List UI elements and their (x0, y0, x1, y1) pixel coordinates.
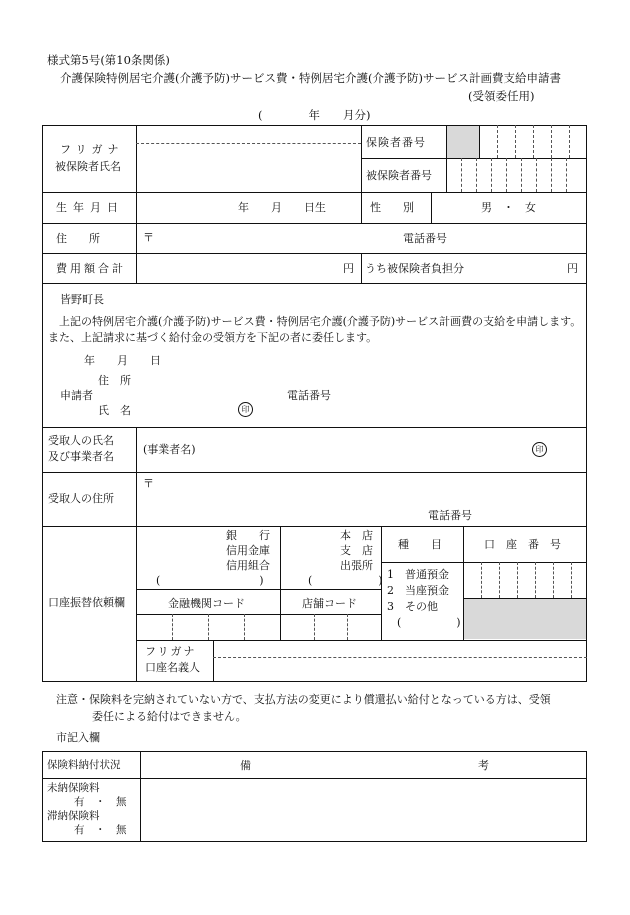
branch-type-option[interactable]: 支 店 (340, 544, 373, 557)
row-divider (42, 253, 587, 254)
row-divider (280, 589, 381, 590)
digit-divider (172, 614, 173, 640)
account-shaded-cell (464, 599, 586, 639)
seal-icon: 印 (238, 402, 253, 417)
form-title: 介護保険特例居宅介護(介護予防)サービス費・特例居宅介護(介護予防)サービス計画費支給申請書 (60, 71, 561, 85)
delinquent-premium-label: 滞納保険料 (47, 810, 100, 822)
column-divider (136, 427, 137, 682)
remarks-label: 考 (478, 759, 489, 772)
row-divider (42, 526, 587, 527)
cost-total-label: 費用額合計 (56, 262, 126, 275)
insured-number-input[interactable] (447, 159, 586, 191)
insured-number-label: 被保険者番号 (366, 169, 432, 182)
notice-text: 注意・保険料を完納されていない方で、支払方法の変更により償還払い給付となっている方は、受領 (56, 693, 551, 706)
payment-status-label: 保険料納付状況 (47, 759, 121, 771)
insurer-number-shaded-cell (447, 126, 479, 158)
sex-label: 性 別 (370, 201, 414, 214)
recipient-name-input[interactable] (205, 432, 525, 466)
digit-divider (314, 614, 315, 640)
application-statement: 上記の特例居宅介護(介護予防)サービス費・特例居宅介護(介護予防)サービス計画費の支給を申請します。また、上記請求に基づく給付金の受領方を下記の者に委任します。 (48, 315, 582, 344)
cost-total-input[interactable] (138, 256, 338, 280)
yen-unit: 円 (567, 262, 578, 275)
remarks-input[interactable] (142, 780, 585, 840)
holder-furigana-label: フリガナ (145, 645, 197, 658)
row-divider (42, 778, 587, 779)
business-name-label: (事業者名) (143, 443, 196, 456)
bank-type-option[interactable]: 銀 行 (226, 529, 270, 542)
applicant-phone-label: 電話番号 (287, 389, 331, 402)
digit-divider (244, 614, 245, 640)
applicant-label: 申請者 (60, 389, 93, 402)
holder-furigana-input[interactable] (215, 642, 585, 656)
birth-date-label: 生年月日 (56, 201, 124, 214)
application-date-field[interactable]: 年 月 日 (84, 354, 161, 367)
row-divider (42, 192, 587, 193)
account-kind-option[interactable]: 1 普通預金 (387, 568, 449, 581)
birth-date-field[interactable]: 年 月 日生 (238, 201, 326, 214)
account-kind-other-input[interactable]: ( ) (397, 616, 461, 629)
period-field[interactable]: ( 年 月分) (258, 108, 371, 122)
insured-burden-input[interactable] (480, 256, 565, 280)
unpaid-premium-label: 未納保険料 (47, 782, 100, 794)
unpaid-yes-no[interactable]: 有 ・ 無 (74, 796, 127, 808)
account-kind-label: 種 目 (398, 538, 442, 551)
row-divider (42, 283, 587, 284)
column-divider (361, 253, 362, 283)
address-input[interactable] (156, 226, 396, 250)
furigana-divider (136, 143, 361, 144)
branch-type-option[interactable]: 本 店 (340, 529, 373, 542)
applicant-name-input[interactable] (140, 401, 232, 417)
delinquent-yes-no[interactable]: 有 ・ 無 (74, 824, 127, 836)
row-divider (42, 472, 587, 473)
row-divider (136, 589, 281, 590)
branch-type-option[interactable]: 出張所 (340, 559, 373, 572)
applicant-name-label: 氏 名 (98, 404, 131, 417)
recipient-name-label-2: 及び事業者名 (48, 450, 114, 463)
account-holder-label: 口座名義人 (145, 661, 200, 674)
account-number-input[interactable] (464, 563, 586, 597)
bank-type-option[interactable]: 信用金庫 (226, 544, 270, 557)
insurer-number-input[interactable] (480, 126, 586, 157)
insurer-number-label: 保険者番号 (366, 136, 426, 149)
recipient-name-label: 受取人の氏名 (48, 434, 114, 447)
institution-code-label: 金融機関コード (168, 597, 245, 610)
insured-burden-label: うち被保険者負担分 (365, 262, 464, 275)
recipient-address-label: 受取人の住所 (48, 492, 114, 505)
branch-code-label: 店舗コード (302, 597, 357, 610)
form-number: 様式第5号(第10条関係) (47, 53, 170, 67)
row-divider (136, 640, 587, 641)
account-kind-option[interactable]: 2 当座預金 (387, 584, 449, 597)
form-subtitle: (受領委任用) (468, 89, 535, 103)
column-divider (136, 125, 137, 283)
notice-text-cont: 委任による給付はできません。 (92, 710, 247, 723)
bank-section-label: 口座振替依頼欄 (48, 596, 125, 609)
row-divider (42, 223, 587, 224)
column-divider (361, 125, 362, 223)
column-divider (431, 192, 432, 223)
insured-name-input[interactable] (138, 145, 360, 191)
furigana-input[interactable] (138, 127, 360, 142)
bank-name-input[interactable]: ( ) (156, 574, 264, 587)
column-divider (280, 526, 281, 640)
furigana-divider (213, 657, 587, 658)
address-label: 住 所 (56, 232, 100, 245)
remarks-label: 備 (240, 759, 251, 772)
digit-divider (208, 614, 209, 640)
row-divider (42, 427, 587, 428)
insured-name-label: 被保険者氏名 (55, 160, 121, 173)
postal-mark: 〒 (143, 477, 154, 490)
furigana-label: フリガナ (60, 143, 124, 156)
column-divider (213, 640, 214, 682)
applicant-address-input[interactable] (140, 370, 280, 386)
applicant-address-label: 住 所 (98, 374, 131, 387)
account-number-label: 口 座 番 号 (484, 538, 561, 551)
branch-name-input[interactable]: ( ) (308, 574, 383, 587)
recipient-address-input[interactable] (156, 476, 416, 522)
yen-unit: 円 (343, 262, 354, 275)
account-kind-option[interactable]: 3 その他 (387, 600, 438, 613)
seal-icon: 印 (532, 442, 547, 457)
phone-label: 電話番号 (403, 232, 447, 245)
sex-selector[interactable]: 男 ・ 女 (481, 201, 536, 214)
digit-divider (347, 614, 348, 640)
recipient-phone-label: 電話番号 (428, 509, 472, 522)
column-divider (140, 751, 141, 842)
postal-mark: 〒 (143, 231, 154, 244)
account-holder-input[interactable] (215, 659, 585, 680)
city-entry-label: 市記入欄 (56, 731, 100, 744)
bank-type-option[interactable]: 信用組合 (226, 559, 270, 572)
addressee: 皆野町長 (60, 293, 104, 306)
